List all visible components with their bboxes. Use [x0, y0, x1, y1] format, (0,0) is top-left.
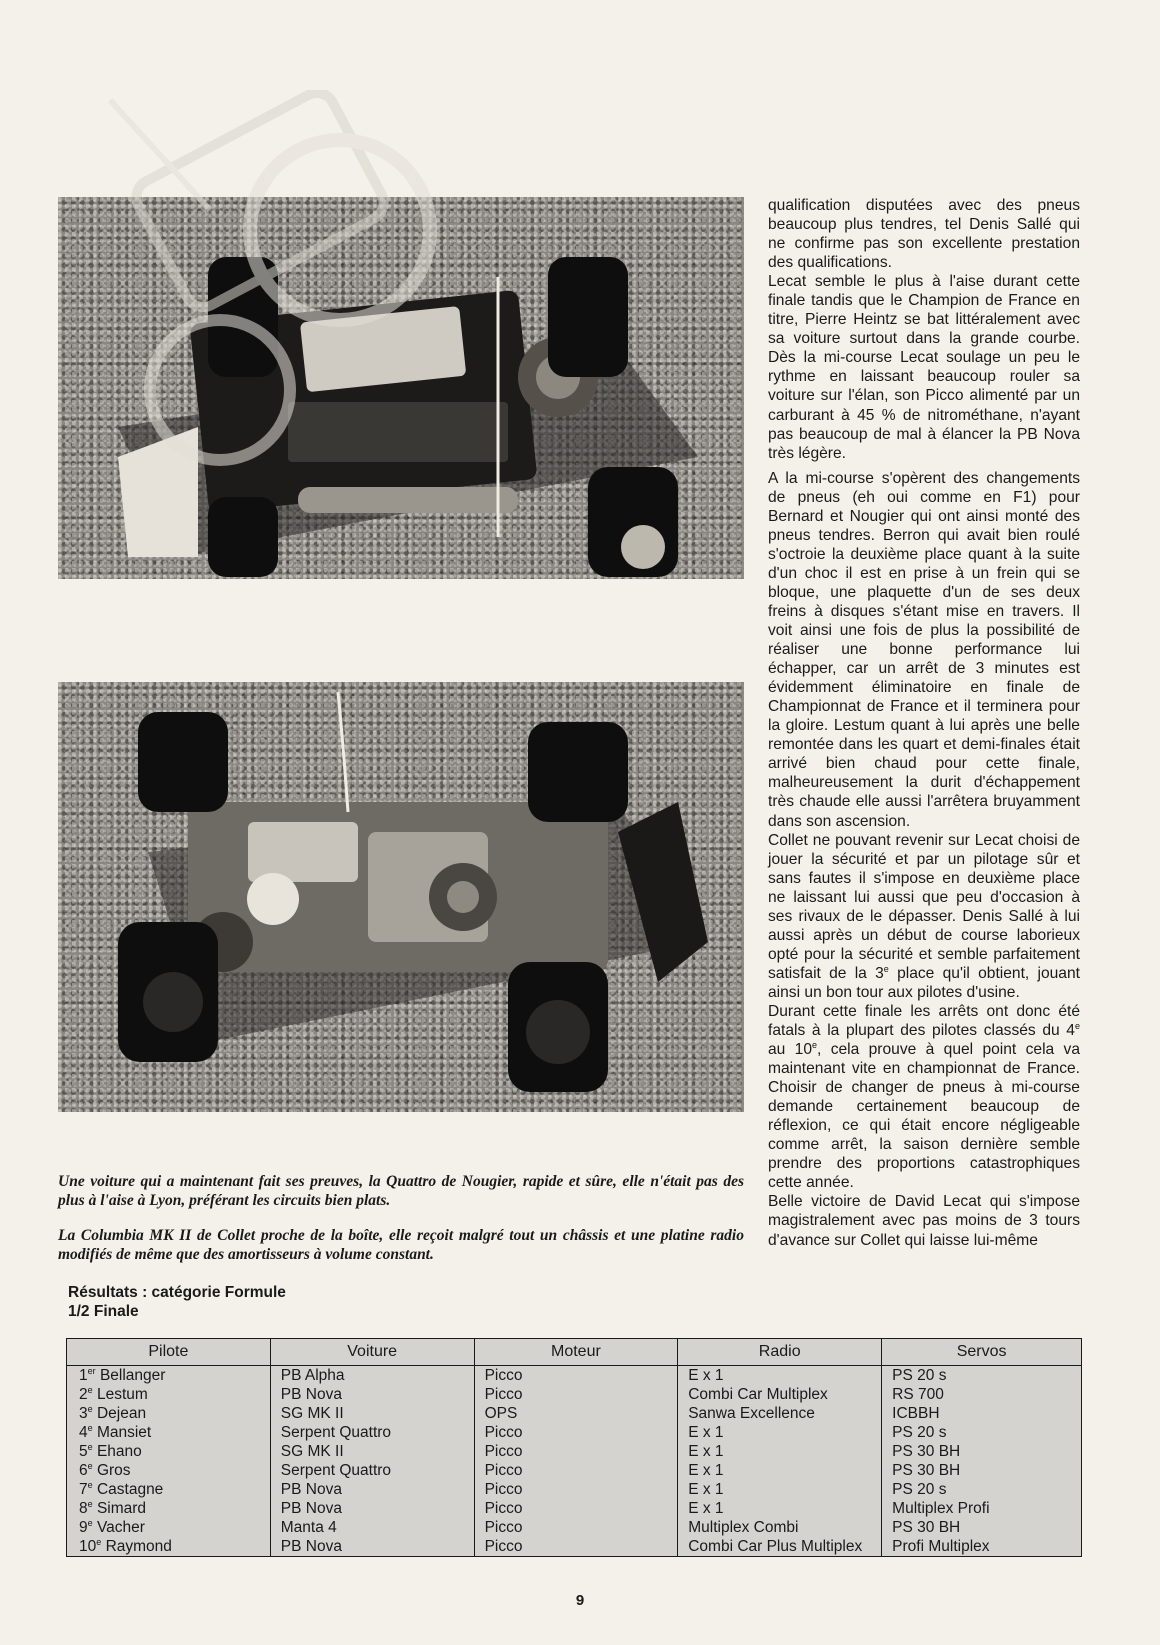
- cell-moteur: Picco: [474, 1423, 678, 1442]
- cell-servos: Profi Multiplex: [882, 1537, 1082, 1557]
- column-header: Pilote: [67, 1339, 271, 1366]
- cell-moteur: Picco: [474, 1385, 678, 1404]
- article-paragraph: Lecat semble le plus à l'aise durant cette finale tandis que le Champion de France en titre, Pierre Heintz se bat littéralement avec sa voiture surtout dans la grande courbe. Dès la mi-course Lecat soulage un peu le rythme en laissant beaucoup rouler sa voiture sur l'élan, son Picco alimenté par un carburant à 45 % de nitrométhane, n'ayant pas beaucoup de mal à élancer la PB Nova très légère.: [768, 273, 1080, 462]
- results-table: [66, 1338, 1082, 1557]
- cell-voiture: PB Nova: [270, 1385, 474, 1404]
- column-header: Moteur: [474, 1339, 678, 1366]
- article-paragraph: Collet ne pouvant revenir sur Lecat choisi de jouer la sécurité et par un pilotage sûr et sans fautes il s'impose en deuxième place ne laissant lui aussi que peu d'occasion à ses rivaux de le dépasser. Denis Sallé à lui aussi après un début de course laborieux opté pour la sécurité et semble parfaitement satisfait de la 3e place qu'il obtient, jouant ainsi un bon tour aux pilotes d'usine.: [768, 831, 1080, 1001]
- column-header: Radio: [678, 1339, 882, 1366]
- table-row: [67, 1461, 1082, 1480]
- cell-moteur: Picco: [474, 1442, 678, 1461]
- cell-pilote: 8e Simard: [67, 1499, 271, 1518]
- cell-pilote: 7e Castagne: [67, 1480, 271, 1499]
- photo-caption: La Columbia MK II de Collet proche de la boîte, elle reçoit malgré tout un châssis et une platine radio modifiés de même que des amortisseurs à volume constant.: [58, 1227, 744, 1263]
- photo-formula-car: [58, 682, 744, 1112]
- cell-servos: ICBBH: [882, 1404, 1082, 1423]
- cell-moteur: Picco: [474, 1461, 678, 1480]
- table-row: [67, 1480, 1082, 1499]
- article-column: [768, 196, 1080, 1250]
- cell-radio: Combi Car Plus Multiplex: [678, 1537, 882, 1557]
- cell-voiture: Serpent Quattro: [270, 1461, 474, 1480]
- cell-radio: Multiplex Combi: [678, 1518, 882, 1537]
- cell-servos: PS 30 BH: [882, 1518, 1082, 1537]
- cell-pilote: 10e Raymond: [67, 1537, 271, 1557]
- car-chassis-illustration: [58, 197, 744, 579]
- cell-voiture: SG MK II: [270, 1404, 474, 1423]
- cell-radio: Combi Car Multiplex: [678, 1385, 882, 1404]
- cell-radio: E x 1: [678, 1423, 882, 1442]
- cell-moteur: Picco: [474, 1499, 678, 1518]
- page-number: 9: [575, 1592, 585, 1609]
- cell-pilote: 3e Dejean: [67, 1404, 271, 1423]
- table-header-row: [67, 1339, 1082, 1366]
- cell-radio: E x 1: [678, 1442, 882, 1461]
- table-row: [67, 1366, 1082, 1386]
- cell-radio: Sanwa Excellence: [678, 1404, 882, 1423]
- cell-moteur: Picco: [474, 1518, 678, 1537]
- table-row: [67, 1518, 1082, 1537]
- cell-servos: PS 30 BH: [882, 1461, 1082, 1480]
- cell-pilote: 5e Ehano: [67, 1442, 271, 1461]
- article-paragraph: qualification disputées avec des pneus beaucoup plus tendres, tel Denis Sallé qui ne confirme pas son excellente prestation des qualifications.: [768, 197, 1080, 272]
- table-row: [67, 1385, 1082, 1404]
- cell-radio: E x 1: [678, 1366, 882, 1386]
- photo-caption: Une voiture qui a maintenant fait ses preuves, la Quattro de Nougier, rapide et sûre, elle n'était pas des plus à l'aise à Lyon, préférant les circuits bien plats.: [58, 1173, 744, 1209]
- table-row: [67, 1537, 1082, 1557]
- cell-moteur: Picco: [474, 1537, 678, 1557]
- cell-pilote: 6e Gros: [67, 1461, 271, 1480]
- table-row: [67, 1404, 1082, 1423]
- cell-voiture: Manta 4: [270, 1518, 474, 1537]
- cell-pilote: 9e Vacher: [67, 1518, 271, 1537]
- cell-moteur: Picco: [474, 1366, 678, 1386]
- cell-servos: PS 20 s: [882, 1423, 1082, 1442]
- column-header: Voiture: [270, 1339, 474, 1366]
- cell-voiture: PB Nova: [270, 1499, 474, 1518]
- cell-voiture: PB Alpha: [270, 1366, 474, 1386]
- cell-voiture: SG MK II: [270, 1442, 474, 1461]
- cell-servos: PS 20 s: [882, 1480, 1082, 1499]
- cell-servos: Multiplex Profi: [882, 1499, 1082, 1518]
- photo-car-chassis-top: [58, 197, 744, 579]
- cell-voiture: Serpent Quattro: [270, 1423, 474, 1442]
- article-paragraph: Belle victoire de David Lecat qui s'impose magistralement avec pas moins de 3 tours d'avance sur Collet qui laisse lui-même: [768, 1193, 1080, 1249]
- formula-car-illustration: [58, 682, 744, 1112]
- table-row: [67, 1499, 1082, 1518]
- cell-pilote: 1er Bellanger: [67, 1366, 271, 1386]
- cell-servos: PS 20 s: [882, 1366, 1082, 1386]
- cell-radio: E x 1: [678, 1480, 882, 1499]
- table-row: [67, 1442, 1082, 1461]
- column-header: Servos: [882, 1339, 1082, 1366]
- cell-pilote: 4e Mansiet: [67, 1423, 271, 1442]
- cell-moteur: Picco: [474, 1480, 678, 1499]
- article-paragraph: A la mi-course s'opèrent des changements de pneus (eh oui comme en F1) pour Bernard et Nougier qui ont ainsi monté des pneus tendres. Berron qui avait bien roulé s'octroie la deuxième place quant à la suite d'un choc il est en prise à un frein qui se bloque, une plaquette d'un de ses deux freins à disques s'étant mise en travers. Il voit ainsi une fois de plus la possibilité de réaliser une bonne performance lui échapper, car un arrêt de 3 minutes est évidemment éliminatoire en finale de Championnat de France et il terminera pour la gloire. Lestum quant à lui après une belle remontée dans les quart et demi-finales était arrivé bien chaud pour cette finale, malheureusement la durit d'échappement très chaude elle aussi l'arrêtera bruyamment dans son ascension.: [768, 469, 1080, 830]
- results-heading: [68, 1283, 286, 1321]
- cell-pilote: 2e Lestum: [67, 1385, 271, 1404]
- cell-radio: E x 1: [678, 1499, 882, 1518]
- cell-voiture: PB Nova: [270, 1480, 474, 1499]
- results-subtitle: 1/2 Finale: [68, 1303, 139, 1320]
- article-paragraph: Durant cette finale les arrêts ont donc été fatals à la plupart des pilotes classés du 4e au 10e, cela prouve à quel point cela va maintenant vite en championnat de France. Choisir de changer de pneus à mi-course demande certainement beaucoup de réflexion, ce qui était encore négligeable comme arrêt, la saison dernière semble prendre des proportions catastrophiques cette année.: [768, 1002, 1080, 1192]
- cell-servos: PS 30 BH: [882, 1442, 1082, 1461]
- results-title: Résultats : catégorie Formule: [68, 1284, 286, 1301]
- cell-voiture: PB Nova: [270, 1537, 474, 1557]
- cell-moteur: OPS: [474, 1404, 678, 1423]
- cell-radio: E x 1: [678, 1461, 882, 1480]
- table-row: [67, 1423, 1082, 1442]
- cell-servos: RS 700: [882, 1385, 1082, 1404]
